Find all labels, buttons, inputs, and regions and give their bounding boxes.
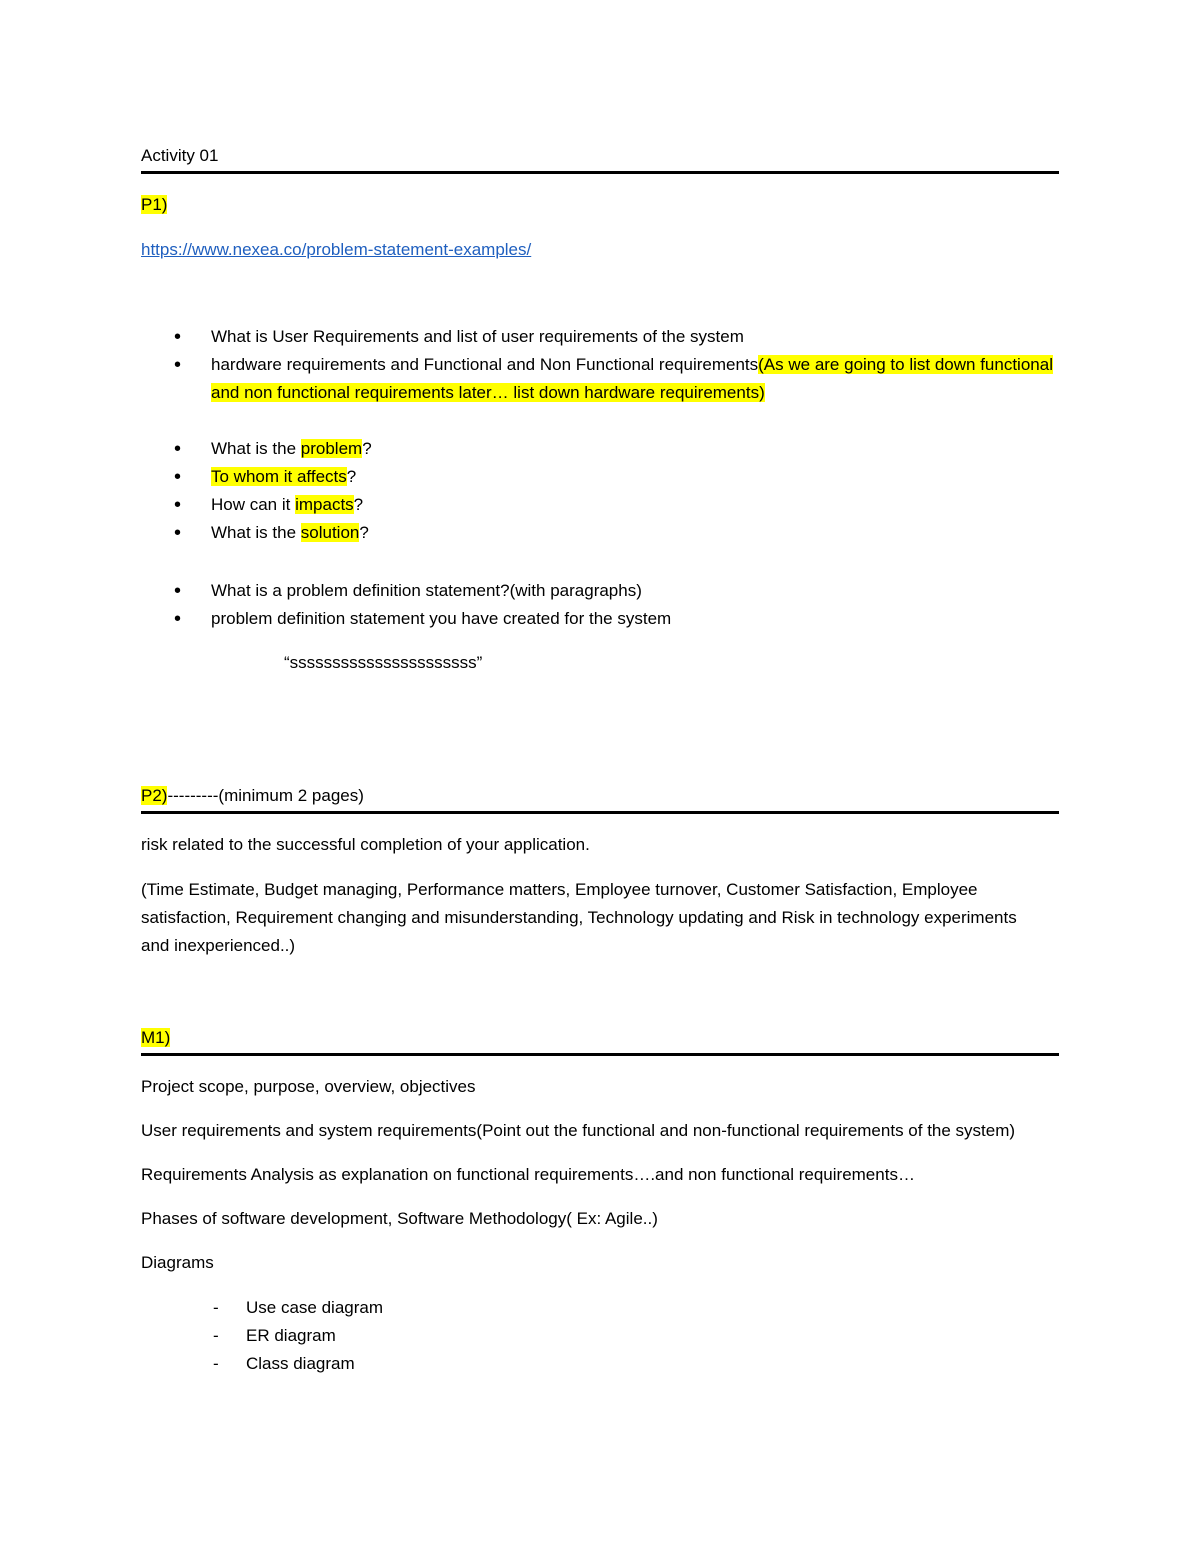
highlighted-word: solution (300, 523, 360, 542)
m1-paragraph: Phases of software development, Software Methodology( Ex: Agile..) (141, 1209, 658, 1228)
list-item: - Use case diagram (141, 1294, 1059, 1322)
m1-paragraph: Requirements Analysis as explanation on functional requirements….and non functional requirements… (141, 1165, 915, 1184)
p2-heading (141, 782, 1059, 814)
m1-heading (141, 1024, 1059, 1056)
text: What is the (211, 439, 301, 458)
text: What is the (211, 523, 301, 542)
highlighted-note: (As we are going to list down functional and non functional requirements later… list down hardware requirements) (211, 355, 1053, 402)
p2-heading-note: ---------(minimum 2 pages) (167, 786, 364, 805)
p2-paragraph: risk related to the successful completion of your application. (141, 835, 590, 854)
activity-title (141, 142, 1059, 174)
activity-title-text: Activity 01 (141, 146, 219, 165)
reference-link[interactable]: https://www.nexea.co/problem-statement-examples/ (141, 240, 532, 259)
list-item (141, 351, 1059, 407)
list-item (141, 605, 1059, 633)
p2-heading-label: P2) (141, 786, 168, 805)
list-item (141, 463, 1059, 491)
list-item (141, 577, 1059, 605)
text: ? (359, 523, 369, 542)
text: How can it (211, 495, 296, 514)
m1-paragraph: Project scope, purpose, overview, objectives (141, 1077, 476, 1096)
m1-paragraph: Diagrams (141, 1253, 214, 1272)
list-item: - ER diagram (141, 1322, 1059, 1350)
list-item-text: hardware requirements and Functional and Non Functional requirements (211, 355, 759, 374)
problem-statement-quote (141, 649, 1059, 677)
list-item-text: What is User Requirements and list of user requirements of the system (211, 327, 744, 346)
text: ? (346, 467, 357, 486)
highlighted-word: impacts (295, 495, 354, 514)
highlighted-word: problem (300, 439, 363, 458)
p1-requirements-list (141, 323, 1059, 407)
p1-heading-label: P1) (141, 195, 168, 214)
list-item (141, 435, 1059, 463)
document-body (141, 142, 1059, 1378)
diagrams-list (141, 1294, 1059, 1378)
list-item: - Class diagram (141, 1350, 1059, 1378)
list-item-text: What is a problem definition statement?(with paragraphs) (211, 581, 642, 600)
list-item (141, 491, 1059, 519)
p1-heading (141, 191, 1059, 219)
highlighted-word: To whom it affects (211, 467, 347, 486)
list-item-text: problem definition statement you have created for the system (211, 609, 672, 628)
text: ? (353, 495, 364, 514)
list-item (141, 323, 1059, 351)
list-item (141, 519, 1059, 547)
p1-link-line (141, 236, 1059, 264)
p1-questions-list (141, 435, 1059, 547)
m1-paragraph: User requirements and system requirements(Point out the functional and non-functional requirements of the system) (141, 1121, 1016, 1140)
p2-risk-list-paragraph: (Time Estimate, Budget managing, Performance matters, Employee turnover, Customer Satisfaction, Employee satisfaction, Requirement changing and misunderstanding, Technology updating and Risk in technology experiments and inexperienced..) (141, 880, 1017, 955)
quote-text: “ssssssssssssssssssssss” (284, 653, 483, 672)
m1-heading-label: M1) (141, 1028, 171, 1047)
p1-statement-list (141, 577, 1059, 633)
text: ? (362, 439, 372, 458)
